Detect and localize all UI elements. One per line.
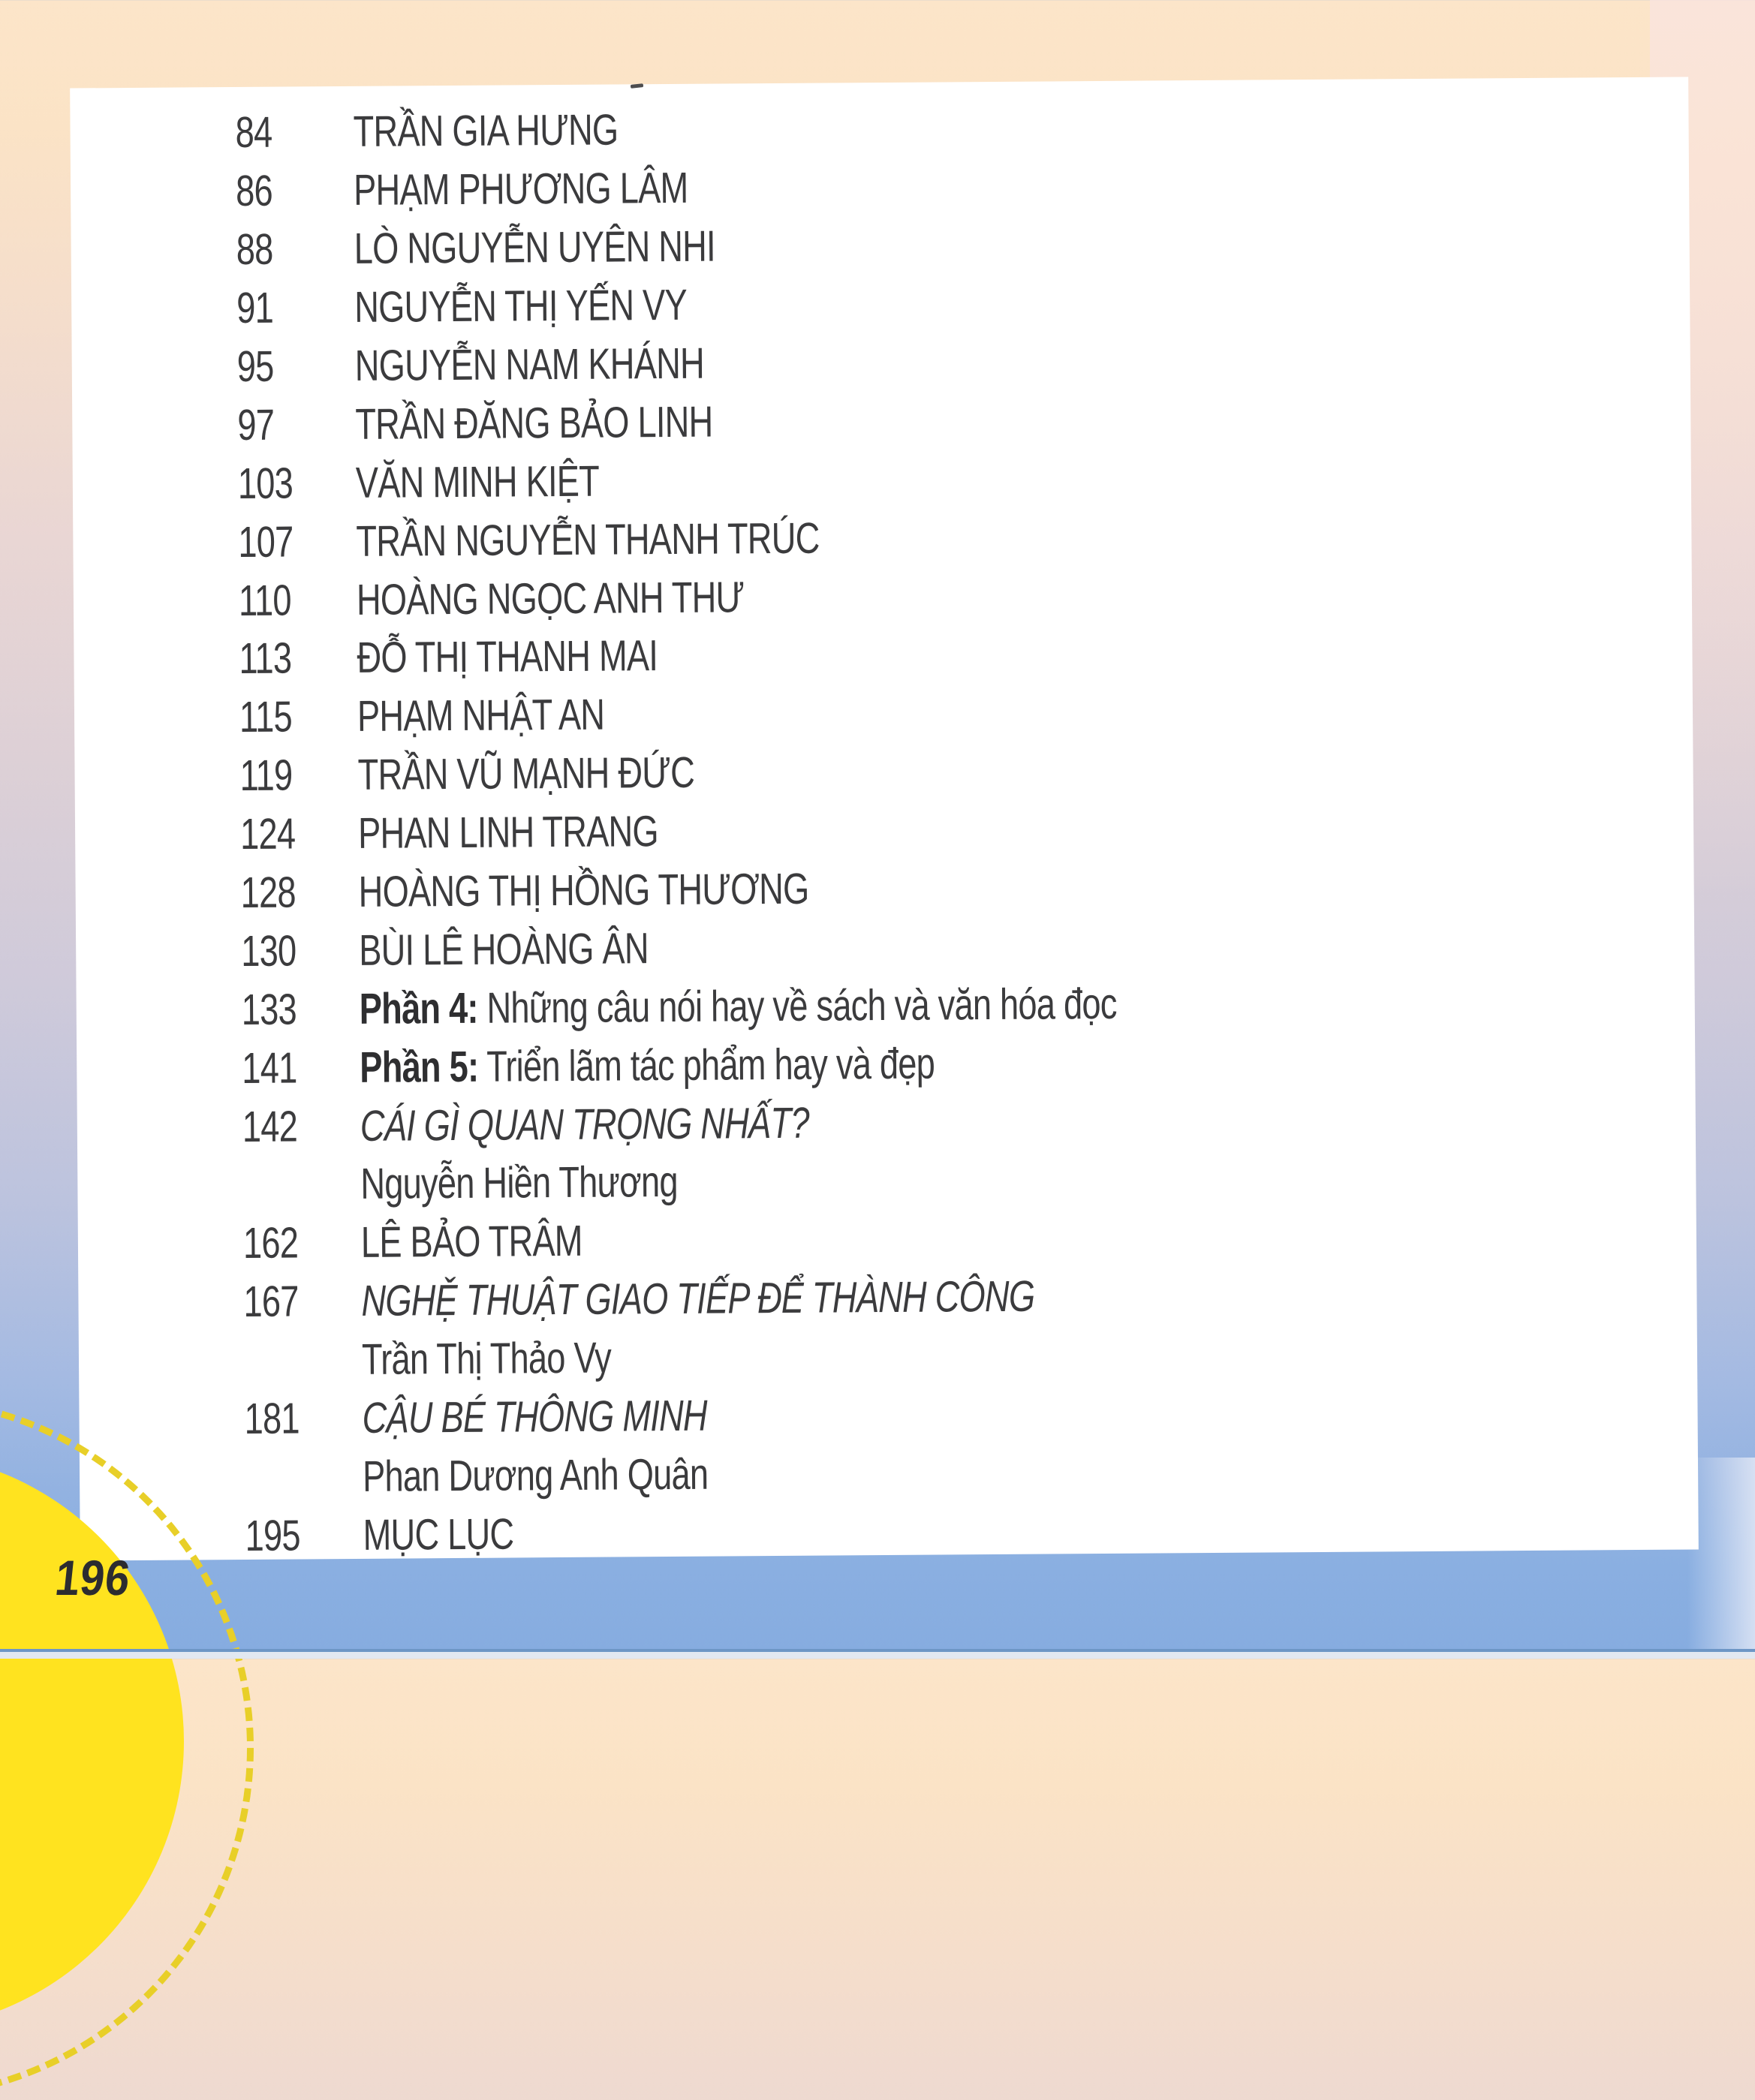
toc-row: [239, 561, 1669, 630]
toc-entry-label: HOÀNG NGỌC ANH THƯ: [356, 572, 745, 624]
toc-row: [238, 444, 1669, 513]
toc-page-number: 130: [240, 926, 297, 976]
toc-entry-label: TRẦN NGUYỄN THANH TRÚC: [356, 513, 820, 566]
toc-entry-label: VĂN MINH KIỆT: [355, 456, 600, 507]
toc-page-number: 162: [242, 1218, 299, 1268]
toc-entry-label: Nguyễn Hiền Thương: [360, 1157, 678, 1209]
toc-page-number: [244, 1360, 336, 1361]
toc-entry-label: CẬU BÉ THÔNG MINH: [362, 1391, 708, 1443]
toc-page-number: 110: [238, 576, 291, 625]
toc-entry-label: NGUYỄN THỊ YẾN VY: [354, 280, 688, 332]
toc-row: [244, 1321, 1675, 1389]
toc-row: [242, 1146, 1673, 1214]
scan-bottom-edge: [0, 1649, 1755, 1659]
toc-row: [236, 269, 1667, 337]
toc-entry-label: LÊ BẢO TRÂM: [360, 1217, 582, 1268]
toc-entry-label: Phan Dương Anh Quân: [362, 1449, 709, 1501]
toc-row: [242, 1029, 1672, 1097]
toc-page-number: 142: [242, 1102, 298, 1151]
toc-page-number: 195: [245, 1511, 301, 1560]
toc-row: [237, 327, 1668, 396]
toc-entry-label: Trần Thị Thảo Vy: [361, 1333, 612, 1385]
toc-page-number: 128: [240, 868, 297, 918]
toc-page-number: 103: [237, 459, 294, 508]
toc-page-number: 113: [239, 633, 292, 684]
toc-row: [239, 736, 1670, 805]
toc-entry-label: MỤC LỤC: [363, 1509, 514, 1560]
toc-row: [239, 678, 1670, 747]
toc-page-number: 115: [239, 692, 293, 742]
toc-page-number: [242, 1184, 334, 1185]
toc-rows: [235, 94, 1676, 1566]
toc-row: [244, 1379, 1675, 1448]
toc-row: [241, 970, 1672, 1039]
toc-page-number: 84: [235, 108, 272, 158]
toc-row: [245, 1497, 1675, 1565]
toc-row: [242, 1088, 1673, 1156]
toc-page-number: 167: [243, 1277, 299, 1327]
toc-row: [243, 1262, 1674, 1331]
toc-entry-label: NGUYỄN NAM KHÁNH: [354, 338, 705, 390]
toc-row: [238, 503, 1669, 571]
toc-entry-label: TRẦN ĐĂNG BẢO LINH: [355, 397, 713, 449]
toc-row: [235, 94, 1666, 162]
toc-entry-label: Phần 5: Triển lãm tác phẩm hay và đẹp: [360, 1039, 935, 1092]
toc-entry-label: BÙI LÊ HOÀNG ÂN: [358, 924, 649, 975]
toc-row: [243, 1205, 1674, 1273]
toc-entry-label: ĐỖ THỊ THANH MAI: [357, 631, 658, 683]
toc-row: [236, 210, 1666, 278]
page-number-badge: 196: [53, 1550, 134, 1605]
toc-entry-label: NGHỆ THUẬT GIAO TIẾP ĐỂ THÀNH CÔNG: [361, 1271, 1035, 1326]
toc-entry-label: CÁI GÌ QUAN TRỌNG NHẤT?: [360, 1098, 809, 1151]
toc-page-number: 119: [239, 751, 293, 801]
toc-row: [239, 620, 1669, 688]
toc-page-number: [245, 1477, 336, 1478]
toc-entry-label: HOÀNG THỊ HỒNG THƯƠNG: [358, 864, 809, 916]
toc-page-number: 86: [235, 166, 273, 216]
toc-page-number: 181: [244, 1394, 300, 1444]
toc-entry-label: Phần 4: Những câu nói hay về sách và văn hóa đọc: [359, 979, 1117, 1033]
toc-page-number: 91: [236, 283, 274, 333]
toc-page-number: 107: [238, 517, 294, 567]
toc-row: [240, 795, 1671, 863]
toc-entry-label: LÒ NGUYỄN UYÊN NHI: [354, 221, 716, 274]
toc-row: [236, 152, 1666, 221]
toc-entry-label: TRẦN GIA HƯNG: [353, 105, 619, 157]
toc-entry-label: PHAN LINH TRANG: [357, 807, 659, 859]
toc-page-number: 133: [241, 985, 297, 1034]
paper-sheet: [70, 77, 1699, 1560]
toc-page-number: 97: [237, 400, 275, 450]
toc-page-number: 88: [236, 224, 273, 275]
toc-row: [237, 386, 1668, 454]
toc-page-number: 95: [236, 341, 274, 392]
toc-page-number: 141: [242, 1043, 297, 1093]
toc-row: [241, 912, 1672, 980]
toc-row: [245, 1438, 1675, 1506]
toc-page-number: 124: [239, 809, 296, 859]
toc-entry-label: TRẦN VŨ MẠNH ĐỨC: [357, 748, 695, 800]
toc-entry-label: PHẠM NHẬT AN: [357, 690, 605, 742]
toc-entry-label: PHẠM PHƯƠNG LÂM: [353, 164, 688, 215]
toc-row: [240, 853, 1671, 922]
